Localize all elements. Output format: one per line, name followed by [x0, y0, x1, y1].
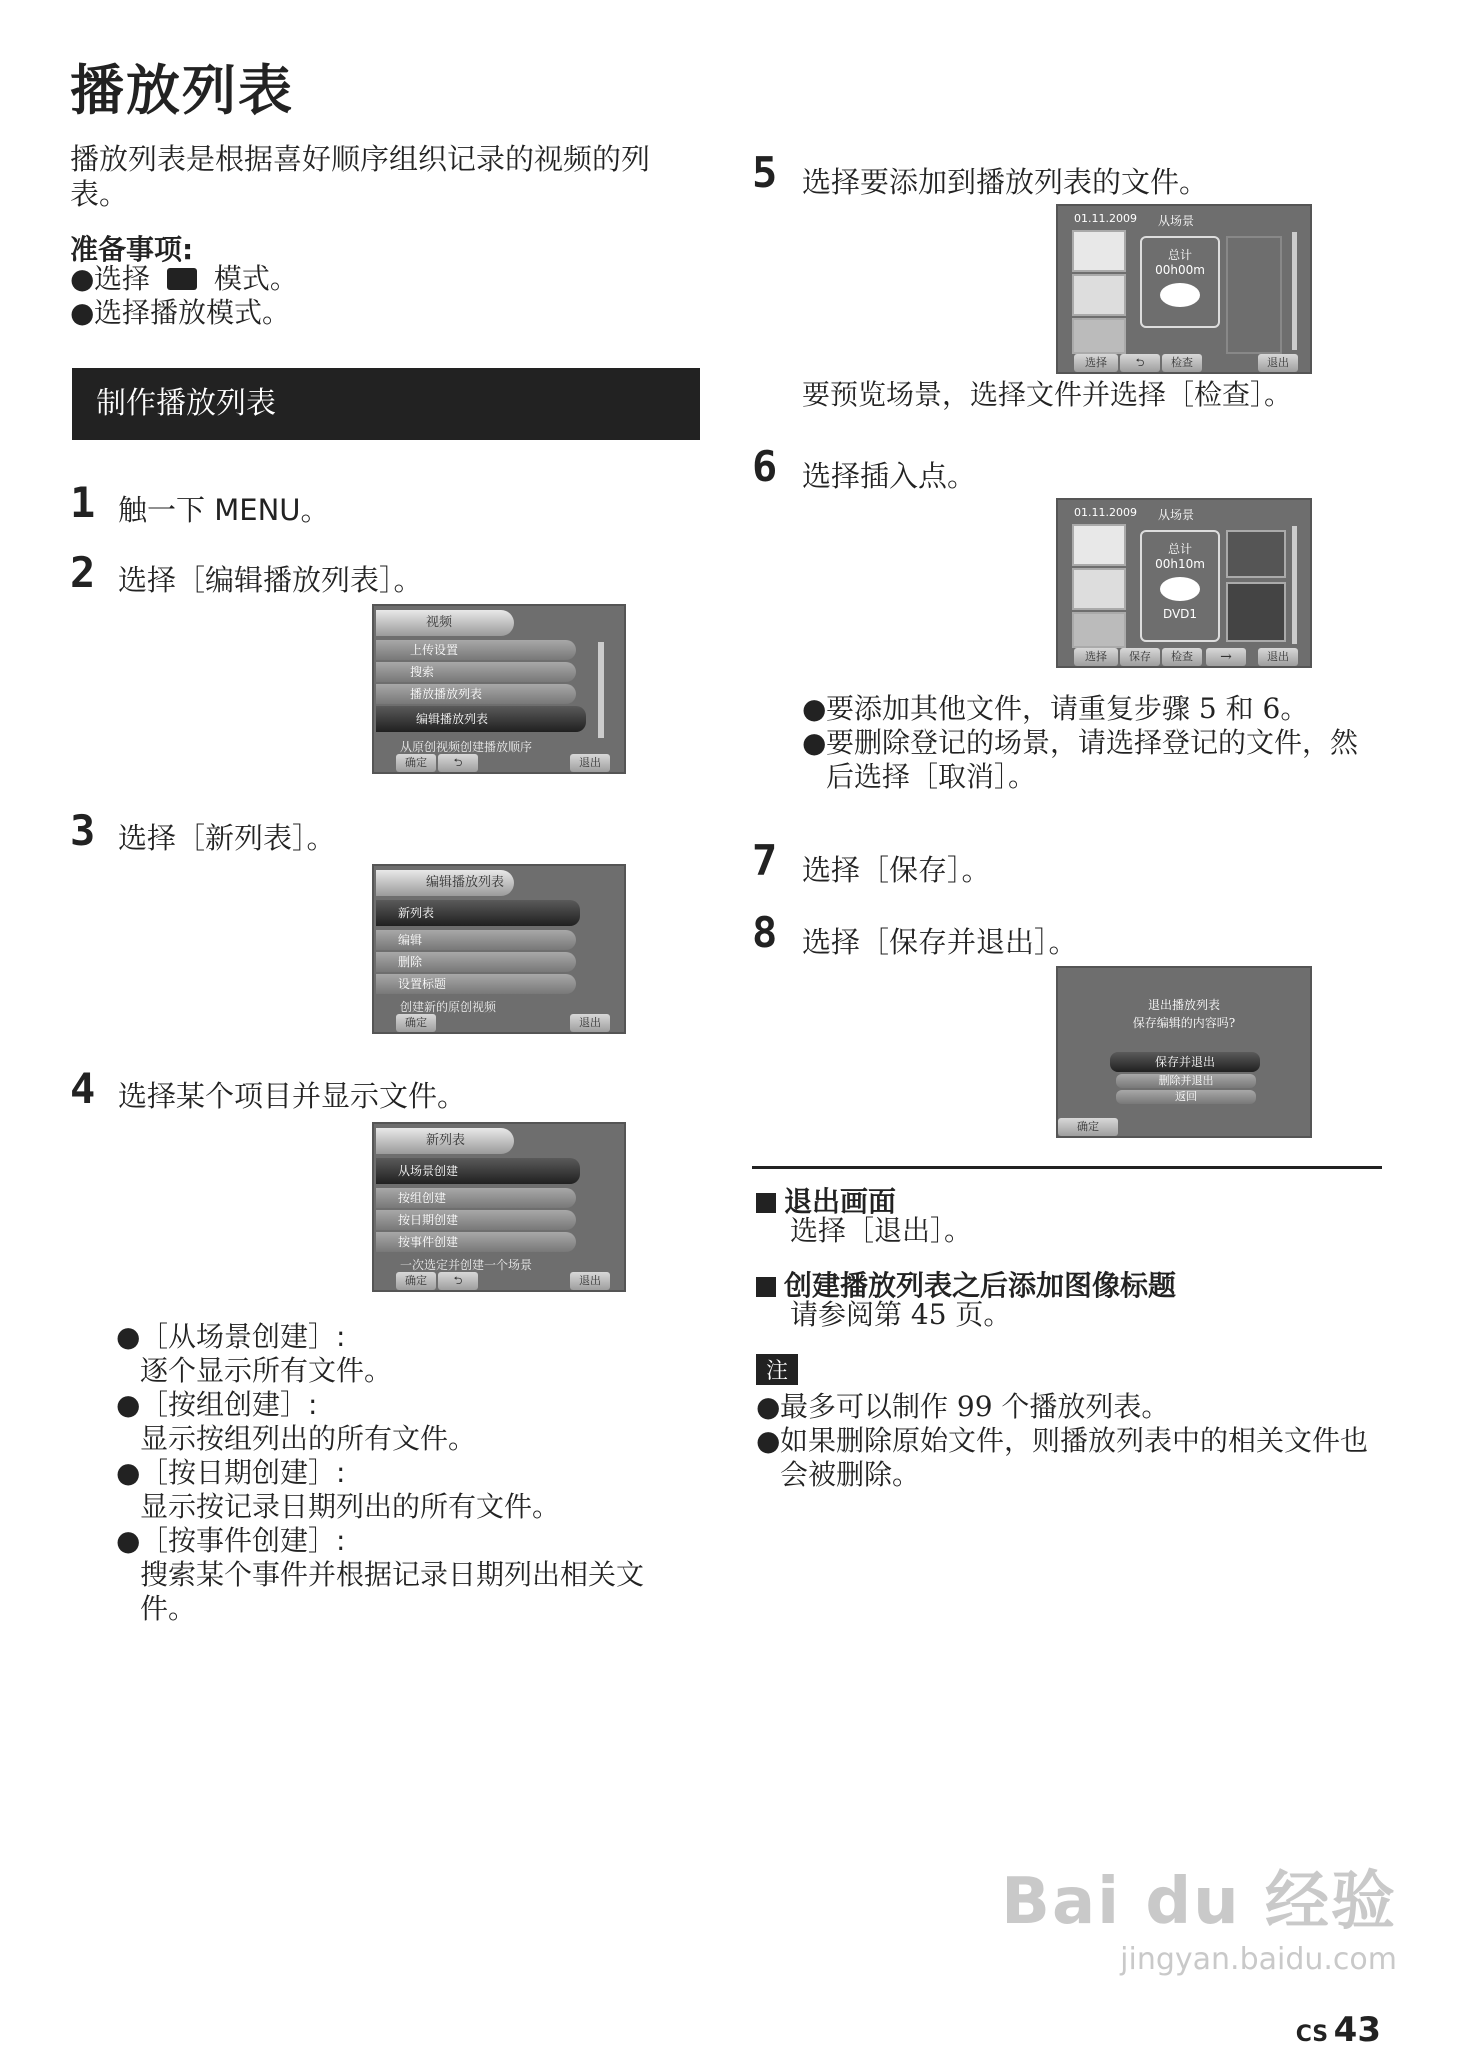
scrollbar[interactable]: [1292, 526, 1297, 644]
thumbnail[interactable]: [1072, 524, 1126, 566]
scrollbar[interactable]: [1292, 232, 1297, 350]
list-item: ●要删除登记的场景，请选择登记的文件，然后选择［取消］。: [802, 726, 1359, 793]
thumbnail[interactable]: [1072, 230, 1126, 272]
mode-label: 从场景: [1158, 508, 1195, 522]
disc-icon: [1160, 577, 1200, 601]
watermark-url: jingyan.baidu.com: [1120, 1942, 1397, 1977]
list-item: ●［按组创建］:: [116, 1388, 318, 1421]
menu-item-search[interactable]: 搜索: [376, 662, 576, 682]
step-3: 3: [70, 806, 96, 855]
step-1: 1: [70, 478, 96, 527]
step-3-text: 选择［新列表］。: [118, 821, 336, 855]
scrollbar[interactable]: [598, 642, 604, 738]
mode-label: 从场景: [1158, 214, 1195, 228]
ok-button[interactable]: 确定: [396, 754, 436, 772]
page-title: 播放列表: [70, 59, 294, 122]
step-4-text: 选择某个项目并显示文件。: [118, 1079, 467, 1113]
add-title-heading: 创建播放列表之后添加图像标题: [756, 1264, 1176, 1304]
thumbnail[interactable]: [1072, 318, 1126, 354]
watermark-brand: Bai du 经验: [1001, 1865, 1397, 1939]
step-6: 6: [752, 442, 778, 491]
menu-screen-edit-playlist: [372, 604, 626, 774]
list-item-desc: 逐个显示所有文件。: [140, 1354, 393, 1387]
playlist-thumb[interactable]: [1226, 530, 1286, 578]
exit-button[interactable]: 退出: [1258, 648, 1298, 666]
dialog-line-1: 退出播放列表: [1147, 998, 1220, 1012]
baidu-watermark: [1001, 1850, 1397, 1977]
total-time: 00h00m: [1155, 263, 1205, 277]
menu-screen-create-method: [372, 1122, 626, 1292]
step-7: 7: [752, 836, 778, 885]
step-1-text: 触一下 MENU。: [118, 493, 330, 527]
ok-button[interactable]: 确定: [396, 1014, 436, 1032]
list-item: ●最多可以制作 99 个播放列表。: [756, 1390, 1170, 1423]
video-mode-icon: [167, 268, 197, 290]
step-8-text: 选择［保存并退出］。: [802, 925, 1078, 959]
thumbnail[interactable]: [1072, 568, 1126, 610]
dialog-line-2: 保存编辑的内容吗?: [1132, 1016, 1236, 1030]
step-2: 2: [70, 548, 96, 597]
thumbnail[interactable]: [1072, 612, 1126, 648]
list-item: ●［按事件创建］:: [116, 1524, 346, 1557]
menu-item-edit-playlist[interactable]: 编辑播放列表: [376, 706, 586, 732]
list-item: ●［从场景创建］:: [116, 1320, 346, 1353]
save-and-exit-option[interactable]: 保存并退出: [1110, 1052, 1260, 1072]
note-label: 注: [756, 1354, 798, 1385]
back-button[interactable]: ⮌: [1120, 354, 1160, 372]
list-item-desc: 搜索某个事件并根据记录日期列出相关文件。: [140, 1558, 645, 1625]
step-5-text: 选择要添加到播放列表的文件。: [802, 165, 1209, 199]
menu-item-delete[interactable]: 删除: [376, 952, 576, 972]
step-2-text: 选择［编辑播放列表］。: [118, 563, 423, 597]
menu-item-edit[interactable]: 编辑: [376, 930, 576, 950]
step-8: 8: [752, 908, 778, 957]
date-label: 01.11.2009: [1074, 506, 1137, 519]
date-label: 01.11.2009: [1074, 212, 1137, 225]
intro-text: 播放列表是根据喜好顺序组织记录的视频的列表。: [70, 142, 651, 211]
prep-item-1: ●选择 模式。: [70, 262, 298, 295]
return-option[interactable]: 返回: [1116, 1090, 1256, 1104]
menu-item-by-date[interactable]: 按日期创建: [376, 1210, 576, 1230]
step6-notes: [802, 692, 1362, 794]
list-item: ●如果删除原始文件，则播放列表中的相关文件也会被删除。: [756, 1424, 1369, 1491]
delete-and-exit-option[interactable]: 删除并退出: [1116, 1074, 1256, 1088]
total-label: 总计: [1167, 542, 1192, 556]
exit-button[interactable]: 退出: [570, 1014, 610, 1032]
prep-item-2: ●选择播放模式。: [70, 296, 291, 329]
menu-item-by-group[interactable]: 按组创建: [376, 1188, 576, 1208]
disc-label: DVD1: [1162, 607, 1198, 621]
exit-screen-desc: 选择［退出］。: [790, 1214, 973, 1247]
playlist-thumb[interactable]: [1226, 582, 1286, 642]
select-button[interactable]: 选择: [1074, 648, 1118, 666]
total-box: [1140, 236, 1220, 328]
exit-button[interactable]: 退出: [1258, 354, 1298, 372]
step-4: 4: [70, 1064, 96, 1113]
page-number: CS 43: [1295, 2010, 1381, 2050]
ok-button[interactable]: 确定: [396, 1272, 436, 1290]
step-6-text: 选择插入点。: [802, 459, 977, 493]
list-item-desc: 显示按记录日期列出的所有文件。: [140, 1490, 561, 1523]
ok-button[interactable]: 确定: [1058, 1118, 1118, 1136]
step5-note: 要预览场景，选择文件并选择［检查］。: [802, 378, 1293, 411]
exit-screen-heading: 退出画面: [756, 1180, 896, 1220]
list-item-desc: 显示按组列出的所有文件。: [140, 1422, 477, 1455]
menu-item-play-playlist[interactable]: 播放播放列表: [376, 684, 576, 704]
menu-screen-new-list: [372, 864, 626, 1034]
menu-item-upload[interactable]: 上传设置: [376, 640, 576, 660]
check-button[interactable]: 检查: [1162, 354, 1202, 372]
scene-select-screen: [1056, 204, 1312, 374]
menu-note: 创建新的原创视频: [400, 1000, 497, 1014]
section-title: 制作播放列表: [72, 368, 700, 440]
arrow-right-button[interactable]: →: [1206, 648, 1246, 666]
total-box: [1140, 530, 1220, 642]
exit-button[interactable]: 退出: [570, 754, 610, 772]
save-button[interactable]: 保存: [1120, 648, 1160, 666]
menu-header: 新列表: [376, 1128, 514, 1154]
total-time: 00h10m: [1155, 557, 1205, 571]
prep-heading: 准备事项:: [70, 233, 194, 266]
add-title-desc: 请参阅第 45 页。: [790, 1298, 1012, 1331]
list-item: ●要添加其他文件，请重复步骤 5 和 6。: [802, 692, 1309, 725]
thumbnail[interactable]: [1072, 274, 1126, 316]
back-button[interactable]: ⮌: [438, 754, 478, 772]
playlist-slots[interactable]: [1226, 236, 1282, 354]
menu-item-new-list[interactable]: 新列表: [376, 900, 580, 926]
menu-item-set-title[interactable]: 设置标题: [376, 974, 576, 994]
divider: [752, 1166, 1382, 1169]
total-label: 总计: [1167, 248, 1192, 262]
select-button[interactable]: 选择: [1074, 354, 1118, 372]
check-button[interactable]: 检查: [1162, 648, 1202, 666]
menu-header: 视频: [376, 610, 514, 636]
menu-note: 一次选定并创建一个场景: [400, 1258, 533, 1272]
note-list: [756, 1390, 1386, 1492]
insert-point-screen: [1056, 498, 1312, 668]
menu-item-by-event[interactable]: 按事件创建: [376, 1232, 576, 1252]
step4-list: [116, 1320, 696, 1626]
save-exit-dialog: [1056, 966, 1312, 1138]
step-5: 5: [752, 148, 778, 197]
step-7-text: 选择［保存］。: [802, 853, 991, 887]
back-button[interactable]: ⮌: [438, 1272, 478, 1290]
menu-header: 编辑播放列表: [376, 870, 514, 896]
menu-item-by-scene[interactable]: 从场景创建: [376, 1158, 580, 1184]
menu-note: 从原创视频创建播放顺序: [400, 740, 533, 754]
disc-icon: [1160, 283, 1200, 307]
list-item: ●［按日期创建］:: [116, 1456, 346, 1489]
exit-button[interactable]: 退出: [570, 1272, 610, 1290]
